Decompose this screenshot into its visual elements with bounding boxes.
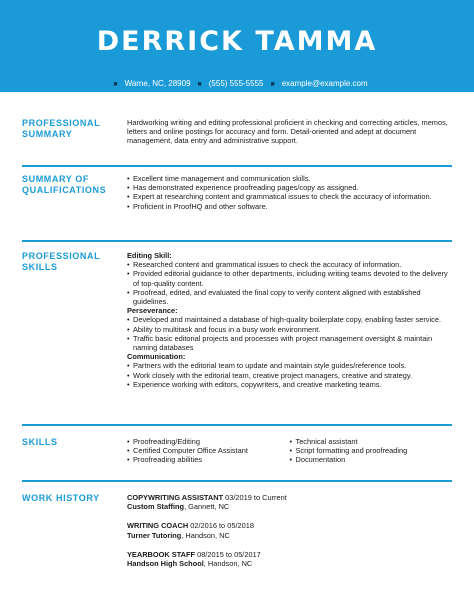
list-item: • Researched content and grammatical issues to check the accuracy of information. [127,260,452,269]
job-dates: 03/2019 to Current [225,493,287,502]
list-item: • Excellent time management and communication skills. [127,174,452,183]
list-item: • Documentation [290,455,453,464]
list-item: • Proofreading/Editing [127,437,290,446]
section-divider [22,424,452,426]
job-entry [127,521,452,539]
list-item: • Provided editorial guidance to other departments, including writing teams devoted to the delivery of top-quality content. [127,269,452,287]
title-line: SUMMARY [22,129,73,139]
company-name: Custom Staffing [127,502,185,512]
skill-group-heading: Perseverance: [127,306,178,316]
email-link[interactable]: example@example.com [281,79,368,88]
separator-icon: ■ [197,81,202,88]
list-item: • Proficient in ProofHQ and other software. [127,202,452,211]
section-divider [22,480,452,482]
phone-text: (555) 555-5555 [208,79,264,88]
title-line: SUMMARY OF [22,174,90,184]
section-divider [22,165,452,167]
job-dates: 08/2015 to 05/2017 [197,549,261,559]
skills-columns [127,437,452,465]
section-title [22,251,122,273]
title-line: QUALIFICATIONS [22,185,107,195]
list-item: • Proofread, edited, and evaluated the final copy to verify content aligned with established guidelines. [127,288,452,306]
section-title [22,493,122,504]
title-line: PROFESSIONAL [22,251,101,261]
summary-section [22,118,452,158]
contact-line [0,79,474,88]
company-place: , Handson, NC [181,530,230,540]
title-line: SKILLS [22,262,58,272]
list-item: • Expert at researching content and grammatical issues to check the accuracy of information. [127,192,452,201]
job-dates: 02/2016 to 05/2018 [190,521,254,531]
work-history-section [22,493,452,608]
skills-right-column [290,437,453,465]
list-item: • Partners with the editorial team to update and maintain style guides/reference tools. [127,361,452,370]
list-item: • Developed and maintained a database of high-quality boilerplate copy, enabling faster service. [127,315,452,324]
pro-skills-section [22,251,452,416]
job-entry [127,493,452,511]
candidate-name: DERRICK TAMMA [96,26,378,57]
skills-left-column [127,437,290,465]
section-title [22,118,122,140]
list-item: • Technical assistant [290,437,453,446]
pro-skills-body [127,251,452,389]
skill-group-heading: Editing Skill: [127,251,172,260]
qualifications-list [127,174,452,211]
skill-group-heading: Communication: [127,352,186,362]
list-item: • Ability to multitask and focus in a busy work environment. [127,325,452,334]
section-title [22,174,122,196]
company-place: , Handson, NC [203,559,253,569]
summary-text: Hardworking writing and editing professional proficient in checking and correcting articles, memos, letters and online postings for accuracy and form. Detail-oriented and adept at document management, data entry and administrative support. [127,118,448,146]
list-item: • Experience working with editors, copywriters, and creative marketing teams. [127,380,452,389]
separator-icon: ■ [270,81,275,88]
company-name: Handson High School [127,559,204,569]
job-title: WRITING COACH [127,521,189,531]
skills-section [22,437,452,472]
list-item: • Certified Computer Office Assistant [127,446,290,455]
resume-header [0,0,474,92]
list-item: • Proofreading abilities [127,455,290,464]
list-item: • Work closely with the editorial team, creative project managers, creative and strategy. [127,371,452,380]
job-title: YEARBOOK STAFF [127,549,196,559]
company-place: , Gannett, NC [184,502,230,512]
company-name: Turner Tutoring [127,530,182,540]
separator-icon: ■ [113,81,118,88]
location-text: Warne, NC, 28909 [124,79,191,88]
list-item: • Has demonstrated experience proofreading pages/copy as assigned. [127,183,452,192]
title-line: PROFESSIONAL [22,118,101,128]
list-item: • Traffic basic editorial projects and processes with project management oversight & maintain naming databases [127,334,452,352]
work-history-list [127,493,452,578]
title-line: SKILLS [22,437,58,447]
title-line: WORK HISTORY [22,493,100,503]
section-divider [22,240,452,242]
qualifications-section [22,174,452,234]
job-entry [127,550,452,568]
list-item: • Script formatting and proofreading [290,446,453,455]
section-title [22,437,122,448]
job-title: COPYWRITING ASSISTANT [127,493,224,502]
